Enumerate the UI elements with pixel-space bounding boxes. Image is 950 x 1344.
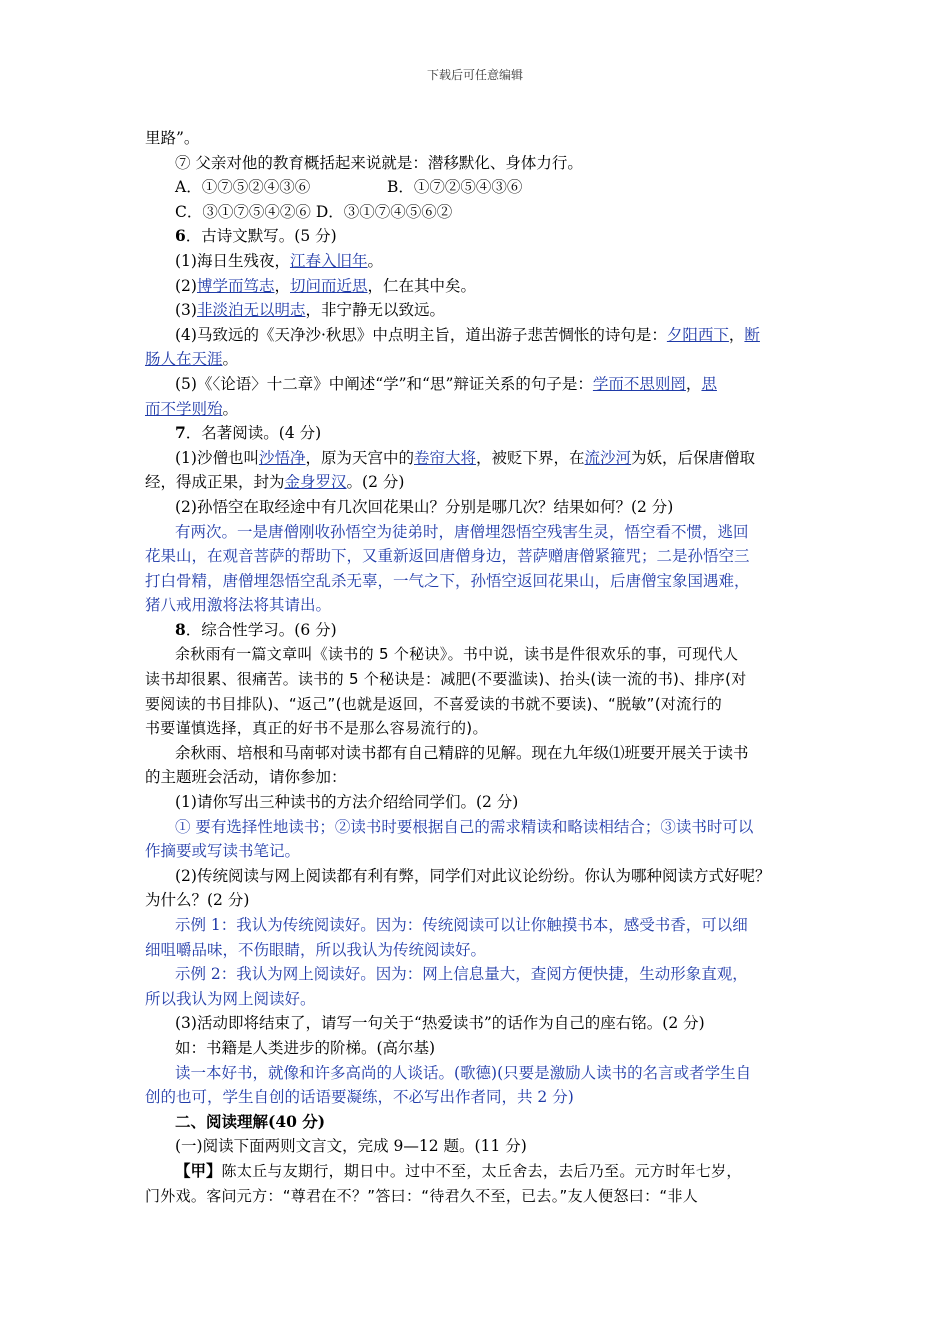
answer-line: 打白骨精，唐僧埋怨悟空乱杀无辜，一气之下，孙悟空返回花果山，后唐僧宝象国遇难，: [145, 571, 750, 590]
text-line: 余秋雨、培根和马南邨对读书都有自己精辟的见解。现在九年级⑴班要开展关于读书: [175, 743, 749, 762]
q8-item-3: (3)活动即将结束了，请写一句关于“热爱读书”的话作为自己的座右铭。(2 分): [175, 1014, 705, 1033]
option-b: B．①⑦②⑤④③⑥: [387, 178, 523, 197]
option-a: A．①⑦⑤②④③⑥: [175, 178, 311, 197]
material-line: 读书却很累、很痛苦。读书的 5 个秘诀是：减肥(不要滥读)、抬头(读一流的书)、排序(对: [145, 670, 747, 689]
answer-text: 肠人在天涯: [145, 350, 223, 369]
classical-text-line: 【甲】陈太丘与友期行，期日中。过中不至，太丘舍去，去后乃至。元方时年七岁，: [175, 1160, 742, 1180]
answer-text: 金身罗汉: [284, 473, 347, 492]
q6-item-4-cont: 肠人在天涯。: [145, 350, 239, 369]
q6-item-3: (3)非淡泊无以明志，非宁静无以致远。: [175, 301, 445, 320]
q7-item-1-cont: 经，得成正果，封为金身罗汉。(2 分): [145, 473, 405, 492]
answer-line: 所以我认为网上阅读好。: [145, 989, 316, 1008]
material-line: 余秋雨有一篇文章叫《读书的 5 个秘诀》。书中说，读书是件很欢乐的事，可现代人: [175, 645, 739, 664]
q8-item-2-cont: 为什么？(2 分): [145, 891, 250, 910]
answer-text: 而不学则殆: [145, 399, 223, 418]
text-line: 里路”。: [145, 129, 200, 147]
material-line: 书要谨慎选择，真正的好书不是那么容易流行的)。: [145, 719, 488, 738]
answer-line: 示例 1：我认为传统阅读好。因为：传统阅读可以让你触摸书本，感受书香，可以细: [175, 916, 748, 934]
answer-text: 沙悟净: [258, 448, 306, 467]
answer-line: 读一本好书，就像和许多高尚的人谈话。(歌德)(只要是激励人读书的名言或者学生自: [175, 1063, 752, 1082]
answer-text: 流沙河: [584, 448, 632, 467]
answer-text: 江春入旧年: [289, 251, 368, 270]
answer-line: 有两次。一是唐僧刚收孙悟空为徒弟时，唐僧埋怨悟空残害生灵，悟空看不惯，逃回: [175, 522, 749, 541]
q7-item-2: (2)孙悟空在取经途中有几次回花果山？分别是哪几次？结果如何？(2 分): [175, 497, 674, 516]
answer-text: 卷帘大将: [414, 448, 477, 467]
option-line: [145, 175, 810, 200]
question-8-title: 8．综合性学习。(6 分): [175, 619, 337, 639]
text-line: 的主题班会活动，请你参加：: [145, 768, 347, 787]
q6-item-5: (5)《〈论语〉十二章》中阐述“学”和“思”辩证关系的句子是：学而不思则罔，思: [175, 374, 717, 393]
q8-item-1: (1)请你写出三种读书的方法介绍给同学们。(2 分): [175, 793, 519, 812]
answer-line: 花果山，在观音菩萨的帮助下，又重新返回唐僧身边，菩萨赠唐僧紧箍咒；二是孙悟空三: [145, 547, 750, 566]
material-line: 要阅读的书目排队)、“返己”(也就是返回，不喜爱读的书就不要读)、“脱敏”(对流行的: [145, 694, 723, 713]
answer-line: 创的也可，学生自创的话语要凝练，不必写出作者同，共 2 分): [145, 1088, 574, 1107]
q6-item-4: (4)马致远的《天净沙·秋思》中点明主旨，道出游子悲苦惆怅的诗句是：夕阳西下，断: [175, 325, 760, 344]
example-line: 如：书籍是人类进步的阶梯。(高尔基): [175, 1038, 436, 1057]
section-2-subtitle: (一)阅读下面两则文言文，完成 9—12 题。(11 分): [175, 1137, 527, 1156]
question-6-title: 6．古诗文默写。(5 分): [175, 226, 337, 246]
q8-item-2: (2)传统阅读与网上阅读都有利有弊，同学们对此议论纷纷。你认为哪种阅读方式好呢？: [175, 866, 771, 885]
document-body: [145, 126, 810, 1208]
answer-text: 非淡泊无以明志: [196, 301, 306, 320]
answer-text: 夕阳西下: [666, 325, 729, 344]
q7-item-1: (1)沙僧也叫沙悟净，原为天宫中的卷帘大将，被贬下界，在流沙河为妖，后保唐僧取: [175, 448, 756, 467]
answer-text: 学而不思则罔: [592, 374, 686, 393]
option-line: [145, 200, 810, 225]
answer-text: 思: [701, 374, 717, 393]
answer-line: 示例 2：我认为网上阅读好。因为：网上信息量大，查阅方便快捷，生动形象直观，: [175, 965, 748, 984]
answer-text: 切问而近思: [290, 276, 368, 295]
answer-line: ① 要有选择性地读书；②读书时要根据自己的需求精读和略读相结合；③读书时可以: [175, 817, 754, 836]
q6-item-2: (2)博学而笃志，切问而近思，仁在其中矣。: [175, 276, 477, 295]
answer-line: 猪八戒用激将法将其请出。: [145, 596, 332, 615]
option-d: D．③①⑦④⑤⑥②: [315, 202, 453, 221]
classical-text-line: 门外戏。客问元方：“尊君在不？”答曰：“待君久不至，已去。”友人便怒曰：“非人: [145, 1186, 699, 1205]
answer-text: 断: [744, 325, 760, 344]
answer-text: 博学而笃志: [196, 276, 275, 295]
text-line: ⑦ 父亲对他的教育概括起来说就是：潜移默化、身体力行。: [175, 153, 583, 172]
answer-line: 细咀嚼品味，不伤眼睛，所以我认为传统阅读好。: [145, 940, 487, 959]
q6-item-5-cont: 而不学则殆。: [145, 399, 239, 418]
section-2-title: 二、阅读理解(40 分): [175, 1111, 326, 1131]
option-c: C．③①⑦⑤④②⑥: [175, 202, 311, 221]
page-header: 下载后可任意编辑: [426, 68, 523, 82]
answer-line: 作摘要或写读书笔记。: [145, 842, 301, 861]
question-7-title: 7．名著阅读。(4 分): [175, 423, 322, 443]
q6-item-1: (1)海日生残夜，江春入旧年。: [175, 251, 383, 270]
